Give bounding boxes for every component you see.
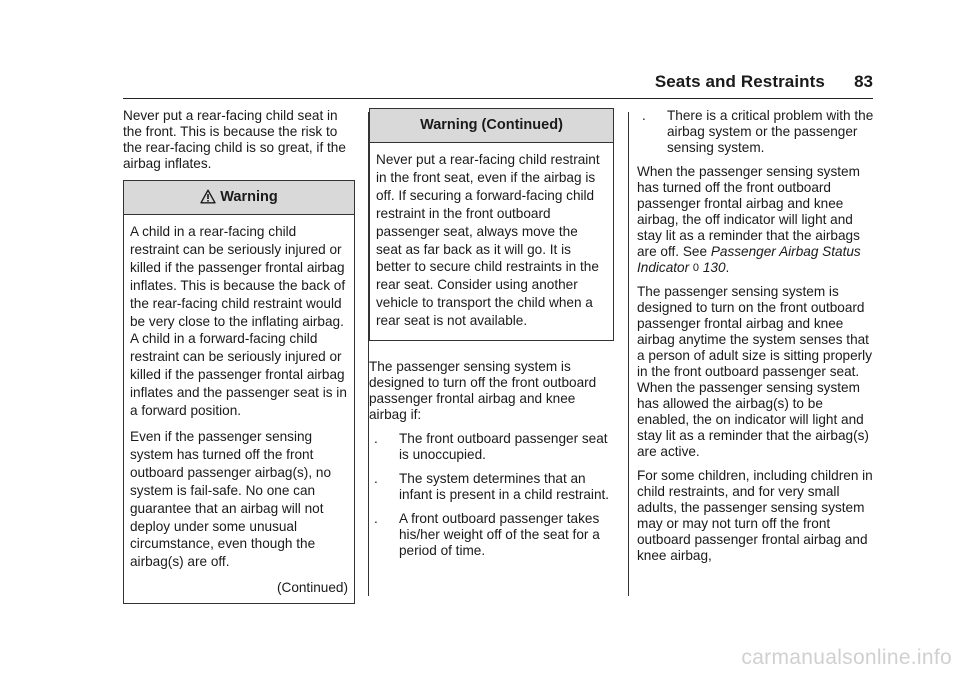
- column-right: [637, 108, 877, 572]
- list-item-text: The front outboard passenger seat is unoccupied.: [399, 431, 608, 463]
- warning-box: [369, 108, 614, 341]
- page-header: [0, 0, 960, 100]
- list-item: [637, 108, 877, 156]
- column-middle: [369, 108, 614, 567]
- body-paragraph: For some children, including children in child restraints, and for very small adults, the passenger sensing system may or may not turn off the front outboard passenger frontal airbag and knee airbag,: [637, 468, 873, 563]
- watermark: carmanualsonline.info: [741, 646, 952, 669]
- page-number: 83: [854, 72, 873, 91]
- paragraph-text: When the passenger sensing system has turned off the front outboard passenger frontal airbag and knee airbag, the off indicator will light and stay lit as a reminder that the airbags are off. See: [637, 164, 860, 259]
- bullet-marker: .: [374, 511, 378, 527]
- column-divider: [628, 112, 629, 596]
- bullet-marker: .: [642, 108, 646, 123]
- intro-paragraph: Never put a rear-facing child seat in the front. This is because the risk to the rear-facing child is so great, if the airbag inflates.: [123, 108, 346, 171]
- warning-header: [370, 109, 613, 143]
- list-item-text: There is a critical problem with the airbag system or the passenger sensing system.: [667, 108, 874, 155]
- warning-header: [124, 181, 354, 215]
- body-paragraph: The passenger sensing system is designed to turn on the front outboard passenger frontal airbag and knee airbag anytime the system senses that a person of adult size is sitting properly in the front outboard passenger seat. When the passenger sensing system has allowed the airbag(s) to be enabled, the on indicator will light and stay lit as a reminder that the airbag(s) are active.: [637, 284, 872, 459]
- paragraph-end: .: [725, 260, 730, 275]
- page-ref-icon: 0: [692, 262, 700, 274]
- column-left: [123, 108, 355, 612]
- cross-reference-link[interactable]: Passenger Airbag Status Indicator: [637, 244, 861, 275]
- header-rule: [123, 98, 873, 99]
- continued-label: (Continued): [276, 580, 348, 596]
- list-item: [369, 511, 614, 559]
- warning-body: [370, 143, 613, 340]
- bullet-list: [637, 108, 877, 156]
- list-item: [369, 431, 614, 463]
- caution-triangle-icon: [200, 184, 216, 217]
- intro-paragraph: The passenger sensing system is designed to turn off the front outboard passenger frontal airbag and knee airbag if:: [369, 359, 597, 423]
- warning-paragraph: Never put a rear-facing child restraint in the front seat, even if the airbag is off. If securing a forward-facing child restraint in the front outboard passenger seat, always move the seat as far back as it will go. It is better to secure child restraints in the rear seat. Consider using another vehicle to transport the child when a rear seat is not available.: [376, 152, 600, 329]
- bullet-list: [369, 431, 614, 559]
- page-ref-number[interactable]: 130: [702, 260, 726, 275]
- warning-paragraph: A child in a rear-facing child restraint can be seriously injured or killed if the passenger frontal airbag inflates. This is because the back of the rear-facing child restraint would be very close to the inflating airbag. A child in a forward-facing child restraint can be seriously injured or killed if the passenger frontal airbag inflates and the passenger seat is in a forward position.: [130, 224, 347, 419]
- body-paragraph: [637, 164, 877, 276]
- list-item: [369, 471, 614, 503]
- section-title: Seats and Restraints: [654, 72, 825, 91]
- list-item-text: The system determines that an infant is present in a child restraint.: [399, 471, 610, 503]
- list-item-text: A front outboard passenger takes his/her weight off of the seat for a period of time.: [399, 511, 600, 559]
- warning-title: Warning (Continued): [420, 117, 563, 133]
- warning-body: [124, 215, 354, 603]
- warning-title: Warning: [220, 189, 278, 205]
- warning-box: [123, 180, 355, 604]
- bullet-marker: .: [374, 471, 378, 487]
- warning-paragraph: Even if the passenger sensing system has turned off the front outboard passenger airbag(s), no system is fail-safe. No one can guarantee that an airbag will not deploy under some unusual circumstance, even though the airbag(s) are off.: [130, 428, 332, 570]
- bullet-marker: .: [374, 431, 378, 447]
